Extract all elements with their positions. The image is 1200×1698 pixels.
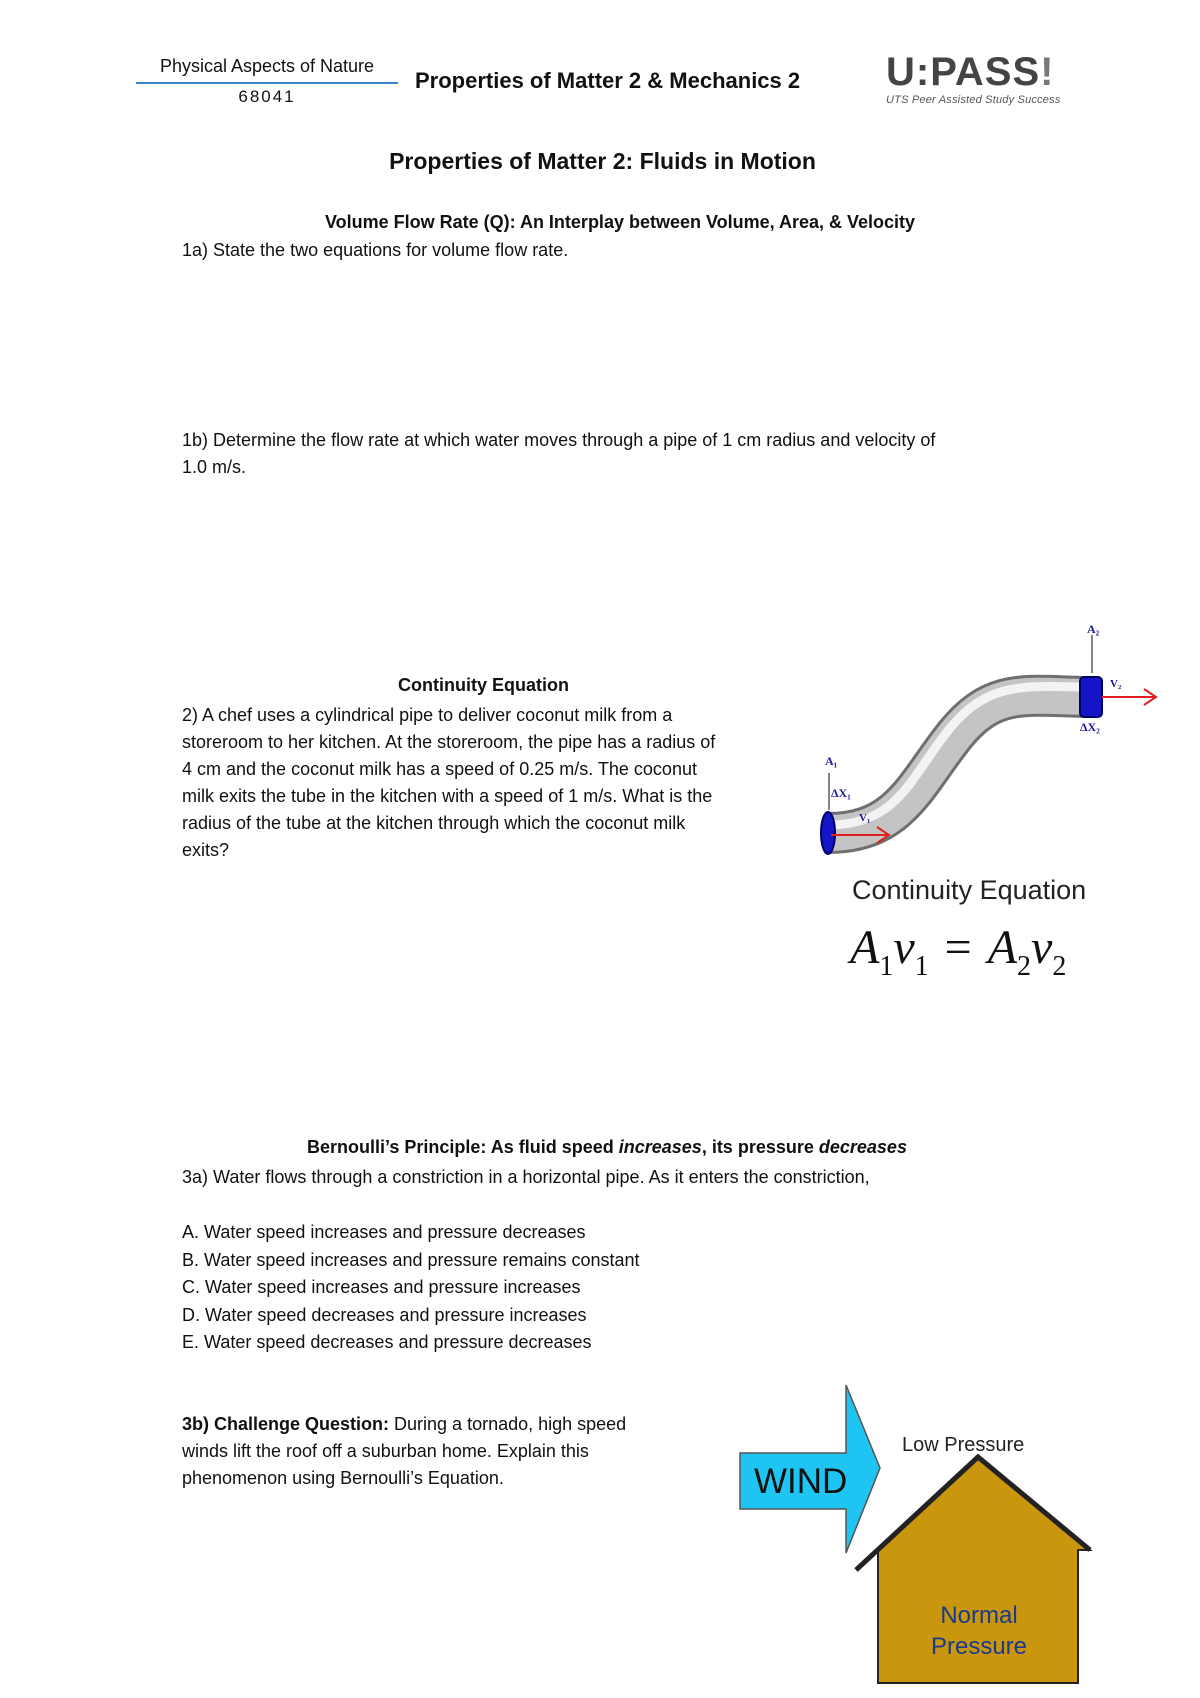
continuity-equation	[850, 920, 1066, 983]
question-2-line: 2) A chef uses a cylindrical pipe to deliver coconut milk from a	[182, 705, 673, 725]
eq-a2: A	[987, 921, 1018, 974]
course-code: 68041	[238, 87, 296, 106]
question-2-line: radius of the tube at the kitchen through which the coconut milk	[182, 813, 686, 833]
course-name: Physical Aspects of Nature	[159, 56, 375, 76]
pipe-figure	[815, 625, 1165, 870]
low-pressure-label: Low Pressure	[902, 1434, 1025, 1456]
label-a1: A₁	[825, 754, 838, 768]
bernoulli-heading-part1: Bernoulli’s Principle: As fluid speed	[307, 1137, 619, 1157]
label-dx1: ΔX₁	[831, 786, 851, 800]
eq-sub-2b: 2	[1052, 951, 1067, 982]
lightbulb-icon: !	[1040, 50, 1055, 94]
bernoulli-heading-decreases: decreases	[818, 1137, 907, 1157]
section-heading-continuity: Continuity Equation	[398, 675, 569, 695]
label-v1: V₁	[859, 812, 871, 824]
wind-house-figure	[738, 1383, 1098, 1688]
question-1a: 1a) State the two equations for volume flow rate.	[182, 240, 569, 260]
label-a2: A₂	[1087, 625, 1100, 636]
header-title: Properties of Matter 2 & Mechanics 2	[415, 68, 801, 93]
eq-sub-1b: 1	[914, 951, 929, 982]
logo-subtitle: UTS Peer Assisted Study Success	[886, 94, 1061, 106]
header-underline	[136, 82, 398, 84]
option-b: B. Water speed increases and pressure remains constant	[182, 1249, 640, 1270]
logo-wordmark	[886, 52, 1076, 92]
upass-logo	[886, 52, 1076, 114]
question-2-line: milk exits the tube in the kitchen with a speed of 1 m/s. What is the	[182, 786, 713, 806]
option-a: A. Water speed increases and pressure decreases	[182, 1222, 586, 1242]
option-e: E. Water speed decreases and pressure decreases	[182, 1332, 592, 1352]
eq-sub-2: 2	[1017, 951, 1032, 982]
options-list	[182, 1219, 640, 1357]
option-d: D. Water speed decreases and pressure increases	[182, 1304, 587, 1325]
eq-sub-1: 1	[879, 951, 894, 982]
question-3b-text: During a tornado, high speed	[389, 1414, 627, 1434]
label-v2: V₂	[1110, 678, 1122, 690]
challenge-label: 3b) Challenge Question:	[182, 1414, 390, 1434]
question-1b-line2: 1.0 m/s.	[182, 457, 247, 477]
normal-pressure-line1: Normal	[940, 1602, 1018, 1629]
section-heading-bernoulli	[307, 1137, 907, 1158]
logo-main-text: U:PASS	[886, 50, 1041, 94]
option-c: C. Water speed increases and pressure increases	[182, 1277, 581, 1297]
wind-label: WIND	[754, 1462, 848, 1501]
question-2-line: storeroom to her kitchen. At the storeroom, the pipe has a radius of	[182, 732, 716, 752]
continuity-caption: Continuity Equation	[852, 875, 1087, 905]
label-dx2: ΔX₂	[1080, 720, 1100, 734]
question-1b-line1: 1b) Determine the flow rate at which water moves through a pipe of 1 cm radius and velocity of	[182, 430, 936, 450]
question-3b	[182, 1411, 702, 1492]
bernoulli-heading-increases: increases	[618, 1137, 702, 1157]
question-2-line: 4 cm and the coconut milk has a speed of 0.25 m/s. The coconut	[182, 759, 697, 779]
page-title: Properties of Matter 2: Fluids in Motion	[389, 148, 816, 174]
question-3b-line: winds lift the roof off a suburban home. Explain this	[182, 1441, 589, 1461]
question-3b-line	[182, 1411, 702, 1438]
question-2	[182, 702, 802, 864]
pipe-end-2	[1080, 677, 1102, 717]
normal-pressure-line2: Pressure	[930, 1633, 1028, 1660]
question-3b-line: phenomenon using Bernoulli’s Equation.	[182, 1468, 504, 1488]
eq-v1: v	[893, 921, 915, 974]
eq-equals: =	[944, 921, 972, 974]
section-heading-volume-flow: Volume Flow Rate (Q): An Interplay between Volume, Area, & Velocity	[324, 212, 916, 232]
eq-v2: v	[1031, 921, 1053, 974]
bernoulli-heading-part2: , its pressure	[701, 1137, 819, 1157]
eq-a1: A	[850, 921, 880, 974]
question-2-line: exits?	[182, 840, 230, 860]
question-3a: 3a) Water flows through a constriction in a horizontal pipe. As it enters the constriction,	[182, 1167, 870, 1187]
pipe-end-1	[821, 812, 835, 854]
